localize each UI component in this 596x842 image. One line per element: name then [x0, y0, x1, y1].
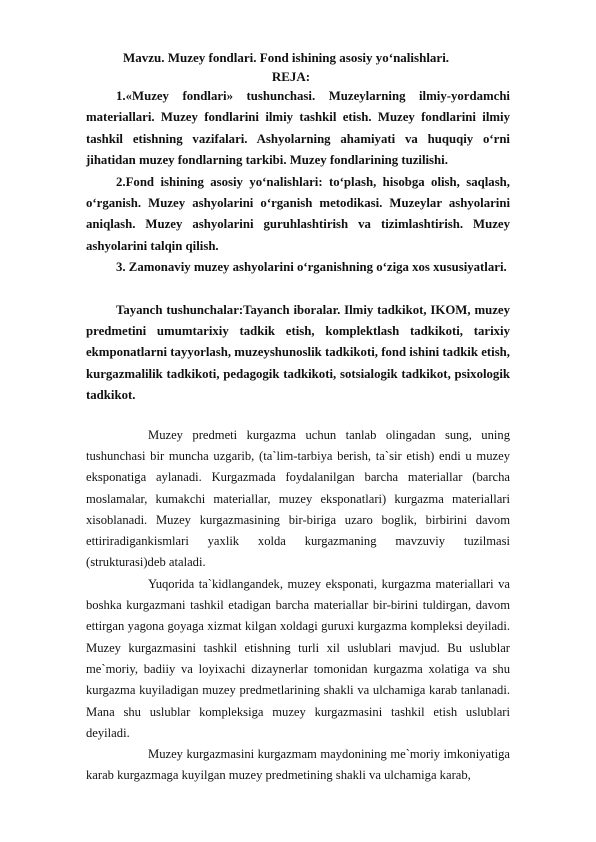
body-paragraph-1: Muzey predmeti kurgazma uchun tanlab olingadan sung, uning tushunchasi bir muncha uzgarib, (ta`lim-tarbiya berish, ta`sir etish) endi u muzey eksponatiga aylanadi. Kurgazmada foydalanilgan barcha materiallar (barcha moslamalar, kumakchi materiallar, muzey eksponatlari) kurgazma materiallari xisoblanadi. Muzey kurgazmasining bir-biriga uzaro boglik, birbirini davom ettiriradigankismlari yaxlik xolda kurgazmaning mavzuviy tuzilmasi (strukturasi)deb ataladi. — [86, 427, 510, 570]
plan-item-3: 3. Zamonaviy muzey ashyolarini o‘rganishning o‘ziga xos xususiyatlari. — [116, 260, 507, 275]
document-page — [86, 48, 510, 787]
plan-heading: REJA: — [271, 69, 311, 84]
plan-item-2: 2.Fond ishining asosiy yo‘nalishlari: to‘plash, hisobga olish, saqlash, o‘rganish. Muzey ashyolarini o‘rganish metodikasi. Muzeylar ashyolarini aniqlash. Muzey ashyolarini guruhlashtirish va tizimlashtirish. Muzey ashyolarini talqin qilish. — [86, 174, 510, 253]
body-paragraph-2: Yuqorida ta`kidlangandek, muzey eksponati, kurgazma materiallari va boshka kurgazmani tashkil etadigan barcha materiallar bir-birini tuldirgan, davom ettirgan yagona goyaga xizmat kilgan xoldagi guruxi kurgazma kompleksi deyiladi. Muzey kurgazmasini tashkil etishning turli xil uslublari mavjud. Bu uslublar me`moriy, badiiy va loyixachi dizaynerlar tomonidan kurgazma xolatiga va shu kurgazma kuyiladigan muzey predmetlarining shakli va ulchamiga karab tanlanadi. Mana shu uslublar kompleksiga muzey kurgazmasini tashkil etish uslublari deyiladi. — [86, 576, 510, 740]
body-paragraph-3: Muzey kurgazmasini kurgazmam maydonining me`moriy imkoniyatiga karab kurgazmaga kuyilgan muzey predmetining shakli va ulchamiga karab, — [86, 747, 510, 783]
section-spacer — [86, 279, 510, 300]
section-spacer — [86, 407, 510, 425]
key-terms-paragraph: Tayanch tushunchalar:Tayanch iboralar. Ilmiy tadkikot, IKOM, muzey predmetini umumtarixiy tadkik etish, komplektlash tadkikoti, tarixiy ekmponatlarni tayyorlash, muzeyshunoslik tadkikoti, fond ishini tadkik etish, kurgazmalilik tadkikoti, pedagogik tadkikoti, sotsialogik tadkikot, psixologik tadkikot. — [86, 302, 510, 403]
plan-item-1: 1.«Muzey fondlari» tushunchasi. Muzeylarning ilmiy-yordamchi materiallari. Muzey fondlarini ilmiy tashkil etish. Muzey fondlarini ilmiy tashkil etishning vazifalari. Ashyolarning ahamiyati va huquqiy o‘rni jihatidan muzey fondlarning tarkibi. Muzey fondlarining tuzilishi. — [86, 89, 510, 168]
document-title: Mavzu. Muzey fondlari. Fond ishining asosiy yo‘nalishlari. — [122, 50, 450, 65]
